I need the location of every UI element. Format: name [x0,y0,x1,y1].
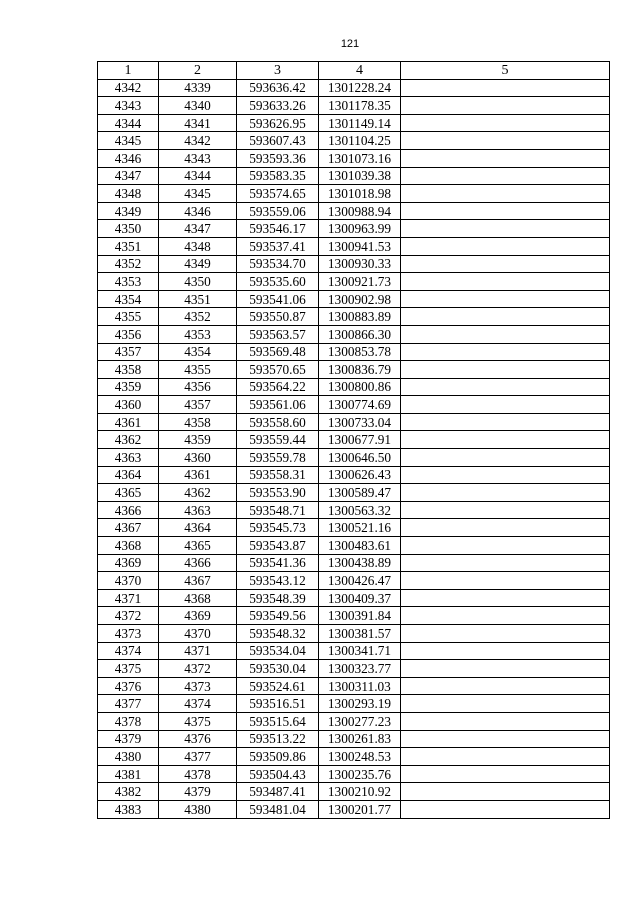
table-cell: 4347 [159,220,237,238]
table-cell [401,132,610,150]
table-cell [401,431,610,449]
table-cell: 593559.78 [237,449,319,467]
table-cell: 4361 [159,466,237,484]
table-cell: 1300210.92 [319,783,401,801]
table-cell: 1301149.14 [319,114,401,132]
table-cell: 593569.48 [237,343,319,361]
table-row [98,396,610,414]
table-cell: 593535.60 [237,273,319,291]
table-cell: 4358 [98,361,159,379]
table-cell [401,220,610,238]
table-cell: 4366 [159,554,237,572]
table-cell [401,149,610,167]
table-cell: 4356 [98,325,159,343]
table-row [98,730,610,748]
table-cell: 4361 [98,413,159,431]
table-cell: 4377 [98,695,159,713]
table-cell: 1300902.98 [319,290,401,308]
table-row [98,413,610,431]
table-cell: 593487.41 [237,783,319,801]
table-cell: 593541.06 [237,290,319,308]
table-row [98,537,610,555]
table-cell: 4341 [159,114,237,132]
table-cell [401,589,610,607]
table-cell: 1300293.19 [319,695,401,713]
table-cell: 4360 [98,396,159,414]
table-cell [401,625,610,643]
table-cell [401,642,610,660]
table-cell: 1300677.91 [319,431,401,449]
table-cell [401,273,610,291]
table-cell: 593636.42 [237,79,319,97]
table-cell [401,783,610,801]
table-cell: 593516.51 [237,695,319,713]
table-cell: 4348 [159,237,237,255]
table-cell: 4381 [98,765,159,783]
table-cell: 4374 [98,642,159,660]
table-cell [401,537,610,555]
table-cell: 593574.65 [237,185,319,203]
table-cell: 4364 [98,466,159,484]
table-cell: 4357 [98,343,159,361]
table-cell: 4363 [159,501,237,519]
table-body [98,79,610,818]
column-header: 3 [237,62,319,80]
table-row [98,501,610,519]
table-row [98,519,610,537]
table-cell: 1300409.37 [319,589,401,607]
table-cell: 1300930.33 [319,255,401,273]
table-row [98,800,610,818]
table-cell: 4352 [159,308,237,326]
table-cell: 593558.31 [237,466,319,484]
table-cell: 593515.64 [237,712,319,730]
table-cell: 593513.22 [237,730,319,748]
table-cell: 1300988.94 [319,202,401,220]
column-header: 1 [98,62,159,80]
table-cell: 4380 [98,748,159,766]
table-cell: 4359 [159,431,237,449]
table-cell: 4351 [98,237,159,255]
table-cell [401,765,610,783]
table-cell: 4366 [98,501,159,519]
table-cell [401,712,610,730]
table-cell: 4353 [98,273,159,291]
table-cell [401,607,610,625]
column-header: 2 [159,62,237,80]
table-cell: 4365 [159,537,237,555]
table-cell: 1300774.69 [319,396,401,414]
table-cell: 1300866.30 [319,325,401,343]
table-cell: 4343 [98,97,159,115]
table-cell [401,554,610,572]
table-cell: 4353 [159,325,237,343]
table-row [98,484,610,502]
table-cell: 4358 [159,413,237,431]
table-cell: 4359 [98,378,159,396]
table-cell: 4355 [159,361,237,379]
table-cell: 1301104.25 [319,132,401,150]
table-cell: 1300883.89 [319,308,401,326]
table-cell: 1300963.99 [319,220,401,238]
table-cell: 593541.36 [237,554,319,572]
table-cell: 4372 [159,660,237,678]
table-row [98,554,610,572]
table-cell [401,202,610,220]
table-cell: 4344 [98,114,159,132]
table-cell: 1300261.83 [319,730,401,748]
table-cell: 593563.57 [237,325,319,343]
table-cell: 4367 [159,572,237,590]
table-cell: 593509.86 [237,748,319,766]
table-cell: 4351 [159,290,237,308]
table-cell: 1301228.24 [319,79,401,97]
table-row [98,677,610,695]
table-cell: 593504.43 [237,765,319,783]
table-cell [401,308,610,326]
table-cell: 4375 [98,660,159,678]
table-cell: 593570.65 [237,361,319,379]
table-row [98,202,610,220]
table-row [98,255,610,273]
column-header: 4 [319,62,401,80]
table-cell [401,325,610,343]
table-cell: 1300921.73 [319,273,401,291]
table-cell: 4346 [98,149,159,167]
table-cell: 593626.95 [237,114,319,132]
table-cell: 1301178.35 [319,97,401,115]
table-row [98,607,610,625]
table-cell: 4342 [159,132,237,150]
table-cell: 4343 [159,149,237,167]
table-cell: 4364 [159,519,237,537]
table-cell: 4348 [98,185,159,203]
table-cell: 4354 [159,343,237,361]
table-row [98,361,610,379]
table-cell: 593524.61 [237,677,319,695]
table-cell: 593564.22 [237,378,319,396]
table-cell: 1300800.86 [319,378,401,396]
table-cell: 1300836.79 [319,361,401,379]
table-cell: 593534.70 [237,255,319,273]
table-cell [401,660,610,678]
table-cell: 593548.39 [237,589,319,607]
table-cell: 1300323.77 [319,660,401,678]
table-row [98,149,610,167]
table-cell: 1300438.89 [319,554,401,572]
table-cell: 4356 [159,378,237,396]
table-cell: 4371 [159,642,237,660]
table-cell: 593534.04 [237,642,319,660]
table-cell: 1300483.61 [319,537,401,555]
table-cell: 1300853.78 [319,343,401,361]
table-row [98,220,610,238]
table-row [98,589,610,607]
table-cell: 1300563.32 [319,501,401,519]
table-cell: 4347 [98,167,159,185]
table-cell: 4377 [159,748,237,766]
table-cell [401,290,610,308]
table-cell: 4345 [98,132,159,150]
table-row [98,79,610,97]
table-cell: 1300381.57 [319,625,401,643]
table-cell: 4362 [159,484,237,502]
table-row [98,167,610,185]
table-row [98,185,610,203]
table-cell: 1300521.16 [319,519,401,537]
table-cell [401,677,610,695]
table-cell [401,396,610,414]
table-cell: 593549.56 [237,607,319,625]
table-cell: 4379 [159,783,237,801]
table-cell: 4352 [98,255,159,273]
table-cell [401,237,610,255]
table-cell: 4376 [159,730,237,748]
table-cell: 593553.90 [237,484,319,502]
table-row [98,273,610,291]
table-row [98,378,610,396]
table-cell: 1300626.43 [319,466,401,484]
table-cell: 4349 [159,255,237,273]
table-cell: 4383 [98,800,159,818]
table-cell: 4379 [98,730,159,748]
table-cell [401,519,610,537]
table-cell: 1300235.76 [319,765,401,783]
table-cell: 593543.87 [237,537,319,555]
table-cell: 4340 [159,97,237,115]
table-cell [401,413,610,431]
table-cell: 4375 [159,712,237,730]
table-cell: 1300733.04 [319,413,401,431]
table-cell [401,185,610,203]
table-cell [401,79,610,97]
table-header-row [98,62,610,80]
table-row [98,308,610,326]
table-cell: 1300941.53 [319,237,401,255]
table-cell: 593607.43 [237,132,319,150]
table-row [98,572,610,590]
table-cell: 4354 [98,290,159,308]
table-cell: 4360 [159,449,237,467]
table-cell: 593593.36 [237,149,319,167]
table-row [98,325,610,343]
table-cell [401,361,610,379]
table-cell: 593558.60 [237,413,319,431]
table-cell [401,167,610,185]
table-cell: 4357 [159,396,237,414]
table-cell: 593530.04 [237,660,319,678]
table-cell [401,730,610,748]
table-cell: 4371 [98,589,159,607]
table-cell [401,484,610,502]
table-cell [401,800,610,818]
table-cell: 1300248.53 [319,748,401,766]
table-row [98,449,610,467]
table-cell: 4362 [98,431,159,449]
table-cell [401,748,610,766]
table-cell [401,378,610,396]
table-cell: 4370 [98,572,159,590]
table-cell: 1301039.38 [319,167,401,185]
table-cell [401,449,610,467]
table-row [98,783,610,801]
table-cell: 4372 [98,607,159,625]
table-cell: 4376 [98,677,159,695]
table-cell: 1301018.98 [319,185,401,203]
table-cell [401,114,610,132]
table-row [98,712,610,730]
table-row [98,343,610,361]
table-cell: 4346 [159,202,237,220]
table-cell: 593561.06 [237,396,319,414]
table-row [98,290,610,308]
table-cell [401,695,610,713]
column-header: 5 [401,62,610,80]
table-cell: 4368 [159,589,237,607]
table-cell: 593559.44 [237,431,319,449]
table-cell: 593481.04 [237,800,319,818]
table-row [98,660,610,678]
table-row [98,97,610,115]
table-cell: 593548.71 [237,501,319,519]
table-cell [401,501,610,519]
table-cell: 593546.17 [237,220,319,238]
table-row [98,114,610,132]
table-cell [401,466,610,484]
table-cell: 4355 [98,308,159,326]
table-cell [401,255,610,273]
table-cell: 593537.41 [237,237,319,255]
table-cell: 4382 [98,783,159,801]
table-cell: 1300277.23 [319,712,401,730]
table-cell: 1300201.77 [319,800,401,818]
table-cell: 4368 [98,537,159,555]
table-cell: 1300391.84 [319,607,401,625]
page-number: 121 [340,38,360,50]
table-cell: 4345 [159,185,237,203]
table-cell: 593550.87 [237,308,319,326]
table-cell: 4369 [159,607,237,625]
table-cell: 593548.32 [237,625,319,643]
table-cell [401,572,610,590]
table-cell: 1300426.47 [319,572,401,590]
table-cell: 4370 [159,625,237,643]
table-row [98,132,610,150]
table-cell: 4380 [159,800,237,818]
table-cell: 4378 [98,712,159,730]
table-row [98,642,610,660]
table-cell: 4374 [159,695,237,713]
table-cell: 593559.06 [237,202,319,220]
table-cell: 1300646.50 [319,449,401,467]
table-cell: 4339 [159,79,237,97]
coordinates-table [97,61,610,819]
table-cell: 4373 [98,625,159,643]
table-row [98,748,610,766]
table-cell: 593633.26 [237,97,319,115]
table-cell: 4350 [98,220,159,238]
table-cell: 4378 [159,765,237,783]
table-row [98,431,610,449]
table-cell [401,343,610,361]
table-cell: 4349 [98,202,159,220]
table-row [98,625,610,643]
table-cell: 1300311.03 [319,677,401,695]
table-row [98,695,610,713]
table-cell: 4367 [98,519,159,537]
table-cell: 593583.35 [237,167,319,185]
table-cell: 4373 [159,677,237,695]
table-cell [401,97,610,115]
table-row [98,765,610,783]
table-cell: 4365 [98,484,159,502]
table-cell: 4363 [98,449,159,467]
table-cell: 593545.73 [237,519,319,537]
table-cell: 4350 [159,273,237,291]
table-row [98,237,610,255]
table-cell: 593543.12 [237,572,319,590]
table-cell: 4344 [159,167,237,185]
table-cell: 1301073.16 [319,149,401,167]
table-cell: 1300341.71 [319,642,401,660]
table-row [98,466,610,484]
table-cell: 1300589.47 [319,484,401,502]
table-cell: 4369 [98,554,159,572]
table-cell: 4342 [98,79,159,97]
